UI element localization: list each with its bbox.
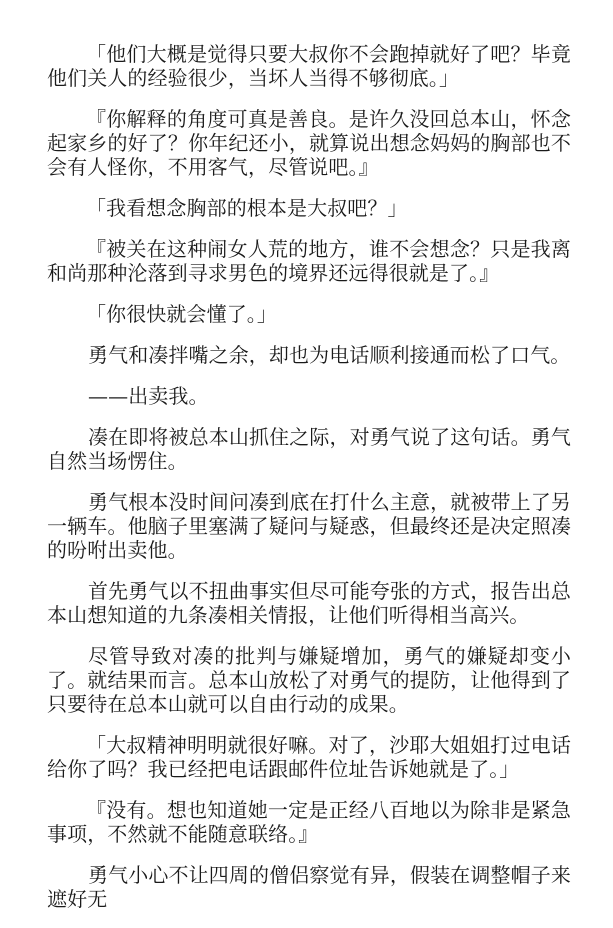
document-page — [47, 42, 571, 928]
paragraph-dialogue: 「大叔精神明明就很好嘛。对了，沙耶大姐姐打过电话给你了吗？我已经把电话跟邮件位址告诉她就是了。」 — [47, 733, 571, 781]
paragraph-narration: 尽管导致对凑的批判与嫌疑增加，勇气的嫌疑却变小了。就结果而言。总本山放松了对勇气的提防，让他得到了只要待在总本山就可以自由行动的成果。 — [47, 644, 571, 716]
paragraph-dialogue: 「他们大概是觉得只要大叔你不会跑掉就好了吧？毕竟他们关人的经验很少，当坏人当得不够彻底。」 — [47, 42, 571, 90]
paragraph-narration: 勇气和凑拌嘴之余，却也为电话顺利接通而松了口气。 — [88, 343, 571, 367]
paragraph-dialogue: 『被关在这种闹女人荒的地方，谁不会想念？只是我离和尚那种沦落到寻求男色的境界还远得很就是了。』 — [47, 237, 571, 285]
paragraph-dialogue: 「你很快就会懂了。」 — [86, 302, 277, 326]
paragraph-dialogue: 『没有。想也知道她一定是正经八百地以为除非是紧急事项，不然就不能随意联络。』 — [47, 798, 571, 846]
paragraph-dialogue: 『你解释的角度可真是善良。是许久没回总本山，怀念起家乡的好了？你年纪还小，就算说出想念妈妈的胸部也不会有人怪你，不用客气，尽管说吧。』 — [47, 107, 571, 179]
paragraph-dialogue: 「我看想念胸部的根本是大叔吧？」 — [86, 196, 408, 220]
paragraph-narration: 首先勇气以不扭曲事实但尽可能夸张的方式，报告出总本山想知道的九条凑相关情报，让他们听得相当高兴。 — [47, 579, 571, 627]
paragraph-narration: 勇气根本没时间问凑到底在打什么主意，就被带上了另一辆车。他脑子里塞满了疑问与疑惑，但最终还是决定照凑的吩咐出卖他。 — [47, 490, 571, 562]
paragraph-narration: 勇气小心不让四周的僧侣察觉有异，假装在调整帽子来遮好无 — [47, 863, 571, 911]
paragraph-narration: ——出卖我。 — [88, 384, 209, 408]
paragraph-narration: 凑在即将被总本山抓住之际，对勇气说了这句话。勇气自然当场愣住。 — [47, 425, 571, 473]
